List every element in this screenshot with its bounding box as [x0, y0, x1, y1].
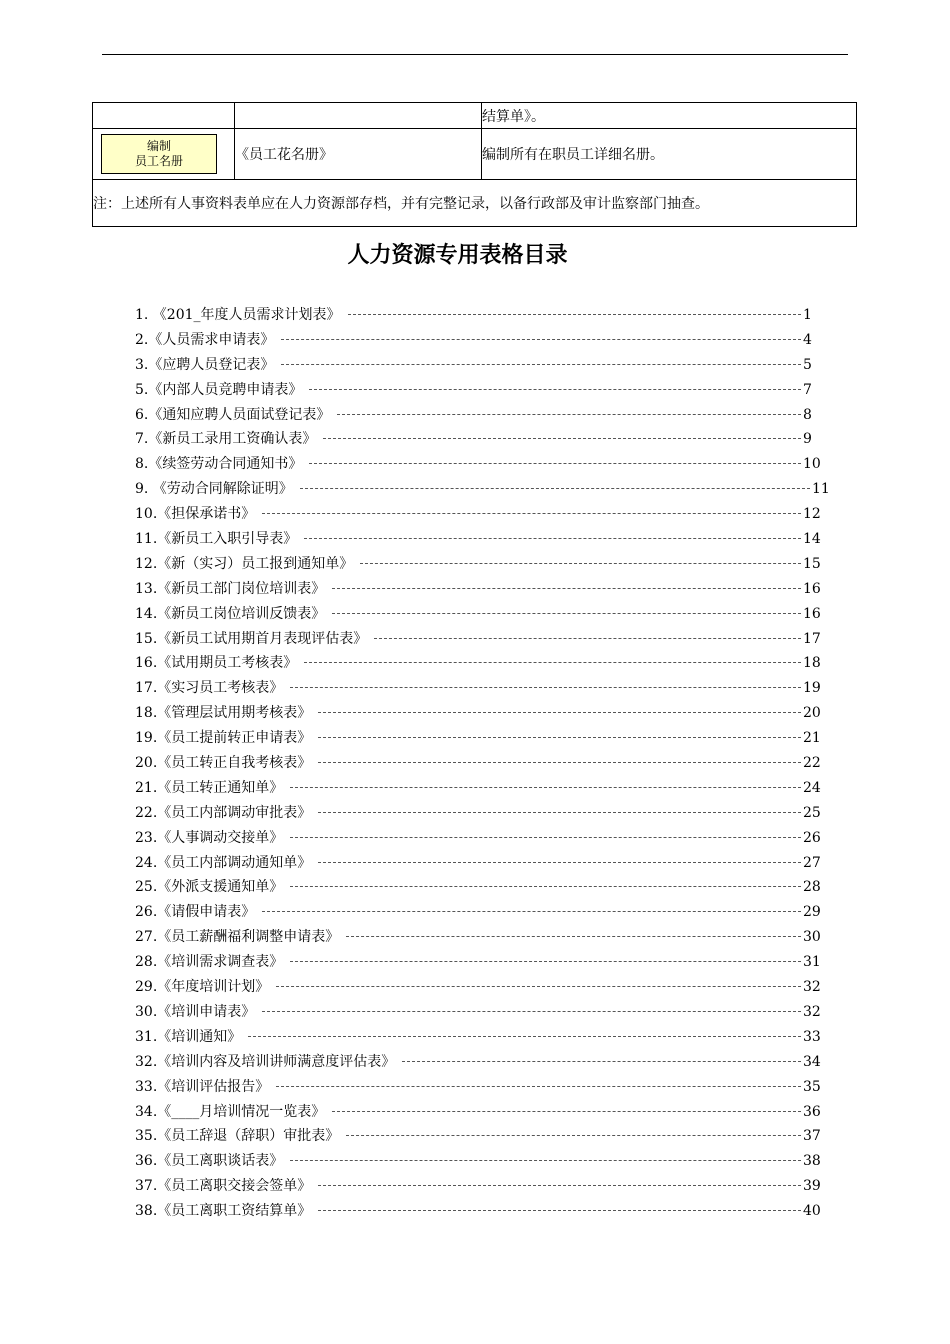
form-cell [235, 103, 482, 129]
toc-page-number: 33 [803, 1028, 821, 1045]
toc-page-number: 12 [803, 506, 821, 523]
toc-entry[interactable] [135, 778, 823, 803]
toc-leader-line [290, 961, 801, 962]
toc-entry-label: 34.《____月培训情况一览表》 [135, 1103, 326, 1120]
toc-leader-line [290, 886, 801, 887]
toc-leader-line [309, 389, 801, 390]
toc-leader-line [332, 588, 801, 589]
step-cell [93, 129, 235, 180]
toc-leader-line [281, 339, 801, 340]
toc-leader-line [318, 737, 801, 738]
toc-entry-label: 13.《新员工部门岗位培训表》 [135, 580, 326, 597]
table-row [93, 103, 857, 129]
page-title: 人力资源专用表格目录 [347, 243, 568, 268]
toc-entry[interactable] [135, 1126, 823, 1151]
toc-page-number: 37 [803, 1128, 821, 1145]
toc-page-number: 29 [803, 904, 821, 921]
toc-leader-line [318, 812, 801, 813]
toc-page-number: 39 [803, 1178, 821, 1195]
toc-leader-line [276, 1086, 801, 1087]
toc-leader-line [262, 1011, 801, 1012]
toc-leader-line [304, 662, 801, 663]
toc-page-number: 16 [803, 605, 821, 622]
toc-page-number: 24 [803, 779, 821, 796]
toc-leader-line [348, 314, 801, 315]
toc-entry-label: 18.《管理层试用期考核表》 [135, 705, 312, 722]
toc-entry[interactable] [135, 429, 814, 454]
toc-page-number: 34 [803, 1053, 821, 1070]
toc-entry[interactable] [135, 952, 823, 977]
step-label-line2: 员工名册 [134, 154, 183, 168]
toc-entry[interactable] [135, 380, 814, 405]
toc-entry[interactable] [135, 902, 823, 927]
toc-leader-line [290, 1160, 801, 1161]
toc-leader-line [360, 563, 801, 564]
header-rule [102, 54, 848, 55]
toc-page-number: 35 [803, 1078, 821, 1095]
toc-entry[interactable] [135, 405, 814, 430]
toc-entry-label: 2.《人员需求申请表》 [135, 331, 275, 348]
toc-entry[interactable] [135, 1052, 823, 1077]
toc-entry-label: 24.《员工内部调动通知单》 [135, 854, 312, 871]
toc-page-number: 10 [803, 456, 821, 473]
toc-entry-label: 31.《培训通知》 [135, 1028, 242, 1045]
toc-entry[interactable] [135, 927, 823, 952]
toc-entry[interactable] [135, 604, 823, 629]
toc-leader-line [318, 1185, 801, 1186]
toc-page-number: 14 [803, 531, 821, 548]
toc-page-number: 26 [803, 829, 821, 846]
toc-page-number: 18 [803, 655, 821, 672]
toc-entry-label: 3.《应聘人员登记表》 [135, 356, 275, 373]
toc-entry-label: 37.《员工离职交接会签单》 [135, 1178, 312, 1195]
toc-leader-line [309, 463, 801, 464]
toc-entry[interactable] [135, 305, 814, 330]
toc-entry[interactable] [135, 579, 823, 604]
toc-entry-label: 36.《员工离职谈话表》 [135, 1153, 284, 1170]
toc-entry[interactable] [135, 853, 823, 878]
toc-page-number: 5 [803, 356, 812, 373]
toc-leader-line [323, 438, 801, 439]
toc-page-number: 8 [803, 406, 812, 423]
process-table [92, 102, 857, 227]
toc-leader-line [402, 1061, 801, 1062]
toc-page-number: 4 [803, 331, 812, 348]
toc-leader-line [304, 538, 801, 539]
toc-leader-line [281, 364, 801, 365]
toc-entry[interactable] [135, 454, 823, 479]
toc-entry-label: 26.《请假申请表》 [135, 904, 256, 921]
toc-page-number: 1 [803, 307, 812, 323]
toc-entry-label: 28.《培训需求调查表》 [135, 954, 284, 971]
toc-leader-line [337, 414, 801, 415]
toc-page-number: 27 [803, 854, 821, 871]
toc-page-number: 28 [803, 879, 821, 896]
toc-entry-label: 32.《培训内容及培训讲师满意度评估表》 [135, 1053, 396, 1070]
toc-entry-label: 10.《担保承诺书》 [135, 506, 256, 523]
step-label-line1: 编制 [146, 139, 171, 153]
toc-leader-line [346, 936, 801, 937]
toc-leader-line [276, 986, 801, 987]
toc-entry-label: 20.《员工转正自我考核表》 [135, 755, 312, 772]
toc-entry[interactable] [135, 554, 823, 579]
toc-entry-label: 29.《年度培训计划》 [135, 979, 270, 996]
toc-entry[interactable] [135, 1102, 823, 1127]
toc-page-number: 32 [803, 1003, 821, 1020]
toc-entry-label: 5.《内部人员竞聘申请表》 [135, 381, 303, 398]
toc-entry-label: 17.《实习员工考核表》 [135, 680, 284, 697]
toc-entry[interactable] [135, 803, 823, 828]
toc-entry[interactable] [135, 653, 823, 678]
toc-entry[interactable] [135, 678, 823, 703]
toc-entry-label: 8.《续签劳动合同通知书》 [135, 456, 303, 473]
toc-page-number: 21 [803, 730, 821, 747]
toc-leader-line [332, 613, 801, 614]
toc-page-number: 11 [812, 481, 830, 498]
toc-entry[interactable] [135, 504, 823, 529]
toc-entry-label: 15.《新员工试用期首月表现评估表》 [135, 630, 368, 647]
toc-entry[interactable] [135, 753, 823, 778]
toc-leader-line [262, 911, 801, 912]
toc-leader-line [290, 787, 801, 788]
toc-entry-label: 7.《新员工录用工资确认表》 [135, 431, 317, 448]
toc-entry-label: 21.《员工转正通知单》 [135, 779, 284, 796]
toc-entry-label: 22.《员工内部调动审批表》 [135, 804, 312, 821]
toc-leader-line [332, 1111, 801, 1112]
toc-entry-label: 35.《员工辞退（辞职）审批表》 [135, 1128, 340, 1145]
toc-entry[interactable] [135, 1176, 823, 1201]
toc-leader-line [318, 712, 801, 713]
toc-entry-label: 30.《培训申请表》 [135, 1003, 256, 1020]
toc-entry-label: 12.《新（实习）员工报到通知单》 [135, 555, 354, 572]
toc-leader-line [262, 513, 801, 514]
toc-page-number: 20 [803, 705, 821, 722]
toc-page-number: 19 [803, 680, 821, 697]
toc-entry[interactable] [135, 728, 823, 753]
toc-entry[interactable] [135, 629, 823, 654]
flowchart-step-box [101, 134, 217, 174]
toc-entry-label: 16.《试用期员工考核表》 [135, 655, 298, 672]
form-cell: 《员工花名册》 [235, 129, 482, 180]
toc-entry[interactable] [135, 529, 823, 554]
toc-leader-line [300, 488, 810, 489]
toc-entry-label: 33.《培训评估报告》 [135, 1078, 270, 1095]
step-cell [93, 103, 235, 129]
toc-page-number: 22 [803, 755, 821, 772]
toc-leader-line [248, 1036, 801, 1037]
toc-leader-line [346, 1135, 801, 1136]
toc-entry[interactable] [135, 1077, 823, 1102]
toc-entry-label: 25.《外派支援通知单》 [135, 879, 284, 896]
toc-entry-label: 1. 《201_年度人员需求计划表》 [135, 307, 341, 323]
toc-entry-label: 23.《人事调动交接单》 [135, 829, 284, 846]
toc-entry[interactable] [135, 828, 823, 853]
toc-leader-line [318, 862, 801, 863]
toc-leader-line [290, 837, 801, 838]
toc-entry[interactable] [135, 1201, 823, 1226]
toc-page-number: 16 [803, 580, 821, 597]
toc-leader-line [374, 638, 801, 639]
toc-entry[interactable] [135, 977, 823, 1002]
toc-leader-line [318, 1210, 801, 1211]
toc-page-number: 15 [803, 555, 821, 572]
toc-entry[interactable] [135, 1151, 823, 1176]
toc-leader-line [318, 762, 801, 763]
toc-page-number: 32 [803, 979, 821, 996]
toc-entry-label: 14.《新员工岗位培训反馈表》 [135, 605, 326, 622]
toc-page-number: 36 [803, 1103, 821, 1120]
toc-entry-label: 38.《员工离职工资结算单》 [135, 1203, 312, 1220]
table-row [93, 129, 857, 180]
toc-entry[interactable] [135, 1002, 823, 1027]
toc-entry-label: 11.《新员工入职引导表》 [135, 531, 298, 548]
toc-page-number: 31 [803, 954, 821, 971]
toc-entry[interactable] [135, 479, 832, 504]
toc-page-number: 7 [803, 381, 812, 398]
table-row [93, 180, 857, 227]
toc-entry-label: 27.《员工薪酬福利调整申请表》 [135, 929, 340, 946]
toc-entry[interactable] [135, 1027, 823, 1052]
toc-page-number: 9 [803, 431, 812, 448]
toc-entry[interactable] [135, 330, 814, 355]
toc-page-number: 30 [803, 929, 821, 946]
toc-page-number: 38 [803, 1153, 821, 1170]
note-cell: 注：上述所有人事资料表单应在人力资源部存档，并有完整记录，以备行政部及审计监察部门抽查。 [93, 180, 857, 227]
toc-leader-line [290, 687, 801, 688]
toc-page-number: 40 [803, 1203, 821, 1220]
toc-entry[interactable] [135, 703, 823, 728]
toc-page-number: 25 [803, 804, 821, 821]
toc-entry[interactable] [135, 355, 814, 380]
toc-entry-label: 19.《员工提前转正申请表》 [135, 730, 312, 747]
description-cell: 编制所有在职员工详细名册。 [482, 129, 857, 180]
table-of-contents [135, 305, 832, 1226]
toc-entry[interactable] [135, 877, 823, 902]
toc-page-number: 17 [803, 630, 821, 647]
description-cell: 结算单》。 [482, 103, 857, 129]
toc-entry-label: 6.《通知应聘人员面试登记表》 [135, 406, 331, 423]
toc-entry-label: 9. 《劳动合同解除证明》 [135, 481, 293, 498]
